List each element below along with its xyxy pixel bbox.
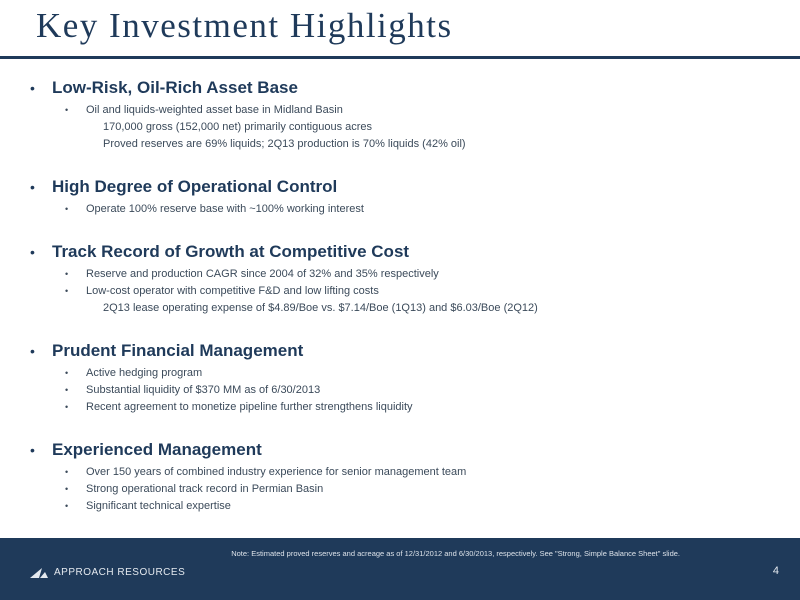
title-divider	[0, 56, 800, 59]
sub-bullet-text: Operate 100% reserve base with ~100% working interest	[86, 203, 364, 215]
footnote: Note: Estimated proved reserves and acreage as of 12/31/2012 and 6/30/2013, respectively. See "Strong, Simple Balance Sheet" slide.	[231, 549, 680, 558]
section-heading	[0, 238, 800, 266]
bullet-icon: •	[65, 286, 69, 296]
bullet-icon: •	[65, 204, 69, 214]
section	[0, 337, 800, 416]
sub-bullet-text: Oil and liquids-weighted asset base in Midland Basin	[86, 104, 343, 116]
sub-bullet-text: Strong operational track record in Permian Basin	[86, 483, 324, 495]
bullet-icon: •	[65, 269, 69, 279]
bullet-icon: •	[65, 402, 69, 412]
sub-bullet-text: Significant technical expertise	[86, 500, 231, 512]
section	[0, 74, 800, 153]
sub-bullet	[0, 102, 800, 119]
section	[0, 173, 800, 218]
bullet-icon: •	[30, 343, 35, 359]
logo-text: APPROACH RESOURCES	[54, 566, 186, 578]
footer-bar	[0, 538, 800, 600]
sub-bullet	[0, 498, 800, 515]
section-heading-text: Experienced Management	[52, 440, 262, 459]
detail-line: 170,000 gross (152,000 net) primarily contiguous acres	[103, 121, 373, 133]
bullet-icon: •	[30, 179, 35, 195]
sub-bullet-text: Reserve and production CAGR since 2004 of 32% and 35% respectively	[86, 268, 439, 280]
section-heading-text: High Degree of Operational Control	[52, 177, 338, 196]
sub-bullet-text: Recent agreement to monetize pipeline further strengthens liquidity	[86, 401, 413, 413]
bullet-icon: •	[65, 467, 69, 477]
sub-bullet	[0, 481, 800, 498]
bullet-icon: •	[65, 368, 69, 378]
detail-line: Proved reserves are 69% liquids; 2Q13 production is 70% liquids (42% oil)	[103, 138, 466, 150]
sub-bullet	[0, 201, 800, 218]
page-number: 4	[772, 565, 779, 577]
sub-bullet-text: Substantial liquidity of $370 MM as of 6/30/2013	[86, 384, 321, 396]
bullet-icon: •	[30, 442, 35, 458]
sub-bullet-text: Active hedging program	[86, 367, 203, 379]
approach-logo-icon	[30, 566, 48, 578]
section	[0, 238, 800, 317]
bullet-icon: •	[65, 484, 69, 494]
bullet-icon: •	[30, 244, 35, 260]
bullet-icon: •	[65, 105, 69, 115]
section-heading	[0, 173, 800, 201]
section-heading	[0, 337, 800, 365]
sub-bullet	[0, 283, 800, 300]
sub-bullet	[0, 382, 800, 399]
section-heading-text: Prudent Financial Management	[52, 341, 304, 360]
sub-bullet	[0, 399, 800, 416]
section-heading	[0, 436, 800, 464]
company-logo	[30, 565, 185, 579]
bullet-icon: •	[65, 385, 69, 395]
slide-title: Key Investment Highlights	[36, 6, 453, 45]
detail-line: 2Q13 lease operating expense of $4.89/Boe vs. $7.14/Boe (1Q13) and $6.03/Boe (2Q12)	[103, 302, 538, 314]
sub-bullet-text: Over 150 years of combined industry experience for senior management team	[86, 466, 467, 478]
section	[0, 436, 800, 515]
sub-bullet	[0, 464, 800, 481]
bullet-icon: •	[65, 501, 69, 511]
section-heading-text: Track Record of Growth at Competitive Cost	[52, 242, 410, 261]
section-heading	[0, 74, 800, 102]
section-heading-text: Low-Risk, Oil-Rich Asset Base	[52, 78, 298, 97]
sub-bullet-text: Low-cost operator with competitive F&D and low lifting costs	[86, 285, 379, 297]
highlights-list	[0, 74, 800, 535]
sub-bullet	[0, 266, 800, 283]
sub-bullet	[0, 365, 800, 382]
bullet-icon: •	[30, 80, 35, 96]
